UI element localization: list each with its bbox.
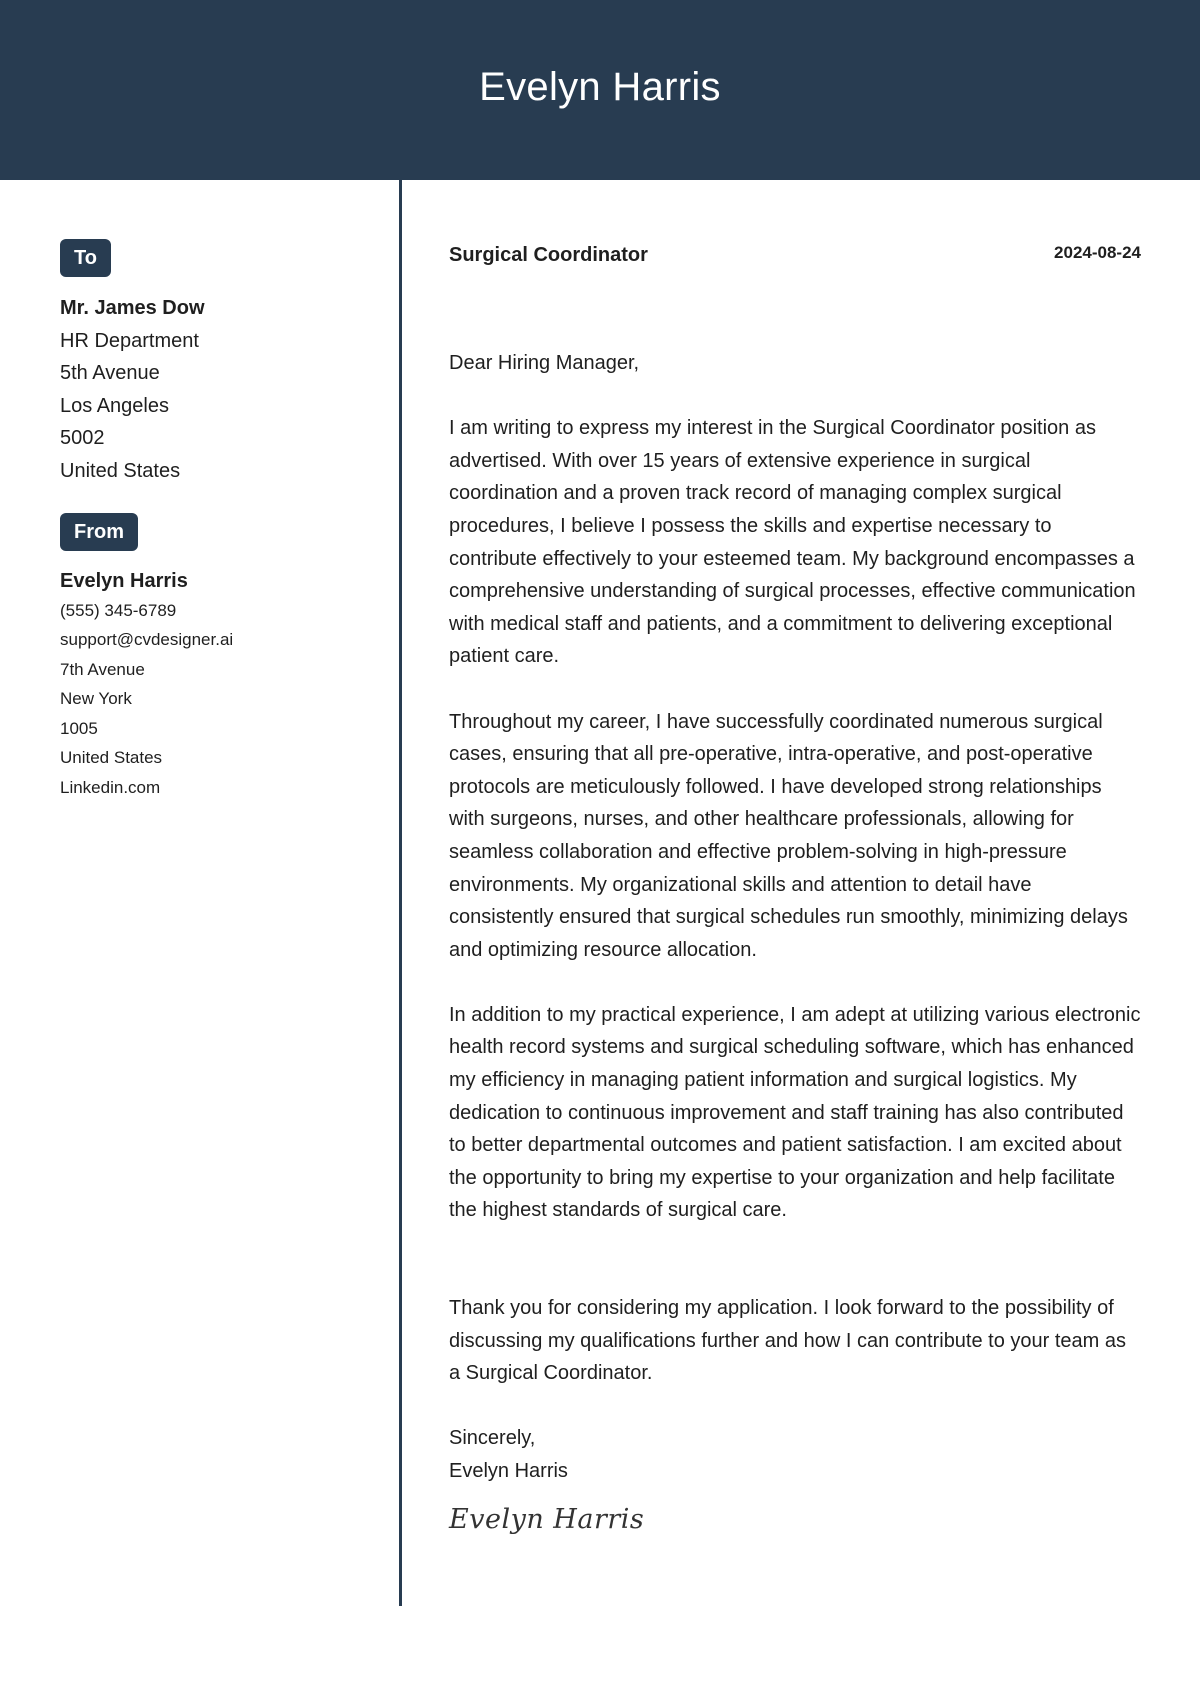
letter-body — [449, 240, 1141, 1535]
recipient-country: United States — [60, 459, 181, 482]
recipient-street: 5th Avenue — [60, 362, 160, 385]
recipient-name: Mr. James Dow — [60, 297, 205, 319]
header-name: Evelyn Harris — [479, 64, 721, 109]
sender-email: support@cvdesigner.ai — [60, 630, 234, 650]
sender-city: New York — [60, 689, 132, 709]
sender-name: Evelyn Harris — [60, 569, 188, 592]
sender-postal-code: 1005 — [60, 718, 98, 738]
sender-country: United States — [60, 748, 163, 768]
position-title: Surgical Coordinator — [449, 244, 648, 266]
signoff: Sincerely, — [449, 1427, 536, 1450]
from-badge: From — [60, 513, 138, 551]
letter-date: 2024-08-24 — [1054, 243, 1141, 262]
to-badge: To — [60, 239, 111, 277]
recipient-department: HR Department — [60, 329, 199, 352]
header-banner — [0, 0, 1200, 180]
signer-name: Evelyn Harris — [449, 1460, 568, 1482]
sender-phone: (555) 345-6789 — [60, 600, 177, 620]
closing-paragraph: Thank you for considering my application. I look forward to the possibility of discussing my qualifications further and how I can contribute to your team as a Surgical Coordinator. — [449, 1297, 1127, 1385]
recipient-postal-code: 5002 — [60, 427, 105, 450]
sidebar — [60, 239, 380, 802]
signoff-block — [449, 1422, 1141, 1487]
handwritten-signature: Evelyn Harris — [449, 1503, 645, 1535]
column-divider — [399, 180, 402, 1606]
paragraph-2: Throughout my career, I have successfully coordinated numerous surgical cases, ensuring that all pre-operative, intra-operative, and post-operative protocols are meticulously followed. I have developed strong relationships with surgeons, nurses, and other healthcare professionals, allowing for seamless collaboration and effective problem-solving in high-pressure environments. My organizational skills and attention to detail have consistently ensured that surgical schedules run smoothly, minimizing delays and optimizing resource allocation. — [449, 710, 1128, 961]
sender-linkedin: Linkedin.com — [60, 777, 161, 797]
letter-topline — [449, 240, 1141, 270]
paragraph-3: In addition to my practical experience, I am adept at utilizing various electronic health record systems and surgical scheduling software, which has enhanced my efficiency in managing patient information and surgical logistics. My dedication to continuous improvement and staff training has also contributed to better departmental outcomes and patient satisfaction. I am excited about the opportunity to bring my expertise to your organization and help facilitate the highest standards of surgical care. — [449, 1003, 1141, 1222]
salutation: Dear Hiring Manager, — [449, 352, 640, 374]
sender-street: 7th Avenue — [60, 659, 145, 679]
recipient-block — [60, 292, 380, 488]
sender-block — [60, 566, 380, 803]
recipient-city: Los Angeles — [60, 394, 169, 417]
paragraph-1: I am writing to express my interest in the Surgical Coordinator position as advertised. With over 15 years of extensive experience in surgical coordination and a proven track record of managing complex surgical procedures, I believe I possess the skills and expertise necessary to contribute effectively to your esteemed team. My background encompasses a comprehensive understanding of surgical processes, effective communication with medical staff and patients, and a commitment to delivering exceptional patient care. — [449, 417, 1136, 668]
